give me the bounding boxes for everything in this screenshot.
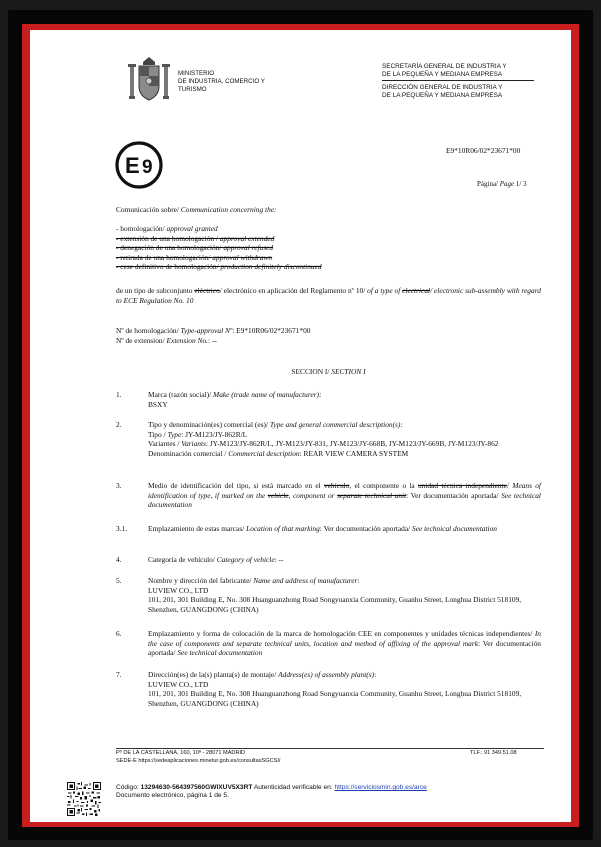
code-label: Código: — [116, 784, 141, 791]
ministry-line: MINISTERIO — [178, 70, 215, 77]
variants-label-en: Variants — [181, 439, 206, 449]
plant-address: 101, 201, 301 Building E, No. 308 Huanguanzhong Road Songyuanxia Community, Guanhu Street, Longhua District 518109, Shenzhen, GUANGDONG (CHINA) — [148, 689, 522, 708]
text: : Ver documentación aportada/ — [148, 638, 541, 658]
struck-text: unidad técnica independiente — [417, 481, 507, 490]
item-assembly-plant — [148, 670, 541, 708]
emblem-letter: E — [125, 153, 140, 178]
subassembly-en: / electronic sub-assembly with regard to ECE Regulation No. 10 — [116, 286, 541, 305]
value: : E9*10R06/02*23671*00 — [232, 326, 311, 335]
description-label-es: Denominación comercial / — [148, 448, 229, 458]
text: : Ver documentación aportada/ — [406, 490, 502, 500]
struck-text-en: separate technical unit — [337, 490, 407, 500]
item-number: 3.1. — [116, 524, 128, 533]
item-type — [148, 420, 541, 458]
struck-text: vehículo — [323, 481, 350, 490]
text: : Ver documentación aportada/ — [319, 524, 413, 533]
verify-text: Autenticidad verificable en: — [252, 784, 335, 791]
text-en: Address(es) of assembly plant(s) — [278, 670, 375, 679]
variants-value: : JY-M123/JY-862R/L, JY-M123/JY-831, JY-M123/JY-668B, JY-M123/JY-669B, JY-M123/JY-862 — [205, 439, 499, 449]
label-es: Nº de extension/ — [116, 335, 167, 345]
variants-label-es: Variantes / — [148, 439, 182, 449]
text: / — [506, 481, 513, 490]
text-en: See technical documentation — [412, 524, 497, 533]
page-number: 1/ 3 — [514, 180, 527, 188]
section-title-es: SECCION I/ — [291, 367, 332, 376]
item-label-en: Type and general commercial description(s): — [269, 420, 403, 429]
text: Emplazamiento y forma de colocación de la marca de homologación CEE en componentes y unidades técnicas independientes/ — [148, 629, 535, 638]
label-es: Nº de homologación/ — [116, 326, 181, 335]
text-en: Category of vehicle — [216, 555, 275, 564]
option-es: - homologación/ — [116, 224, 167, 233]
footer-phone: TLF.: 91 349.51.08 — [470, 750, 517, 756]
text-en: , component or — [288, 490, 338, 500]
communication-intro — [116, 205, 277, 215]
footer-sede: SEDE-E https://sedeaplicaciones.minetur.gob.es/consultasSGCSI/ — [116, 758, 281, 764]
document-page-info: Documento electrónico, página 1 de 5. — [116, 792, 229, 800]
item-label-es: Tipo y denominación(es) comercial (es)/ — [148, 420, 270, 429]
value: : -- — [274, 555, 284, 564]
text-en: See technical documentation — [148, 490, 541, 510]
item-value: BSXY — [148, 399, 168, 409]
option-es: - cese definitivo de homologación/ — [116, 262, 221, 272]
secretaria-block — [382, 63, 562, 99]
item-number: 7. — [116, 670, 122, 679]
text-en: In the case of components and separate technical units, location and method of affixing of the approval mark — [148, 629, 541, 648]
ministry-line: TURISMO — [178, 86, 207, 93]
item-marking-location — [148, 524, 541, 534]
page-indicator — [477, 180, 527, 188]
value: : -- — [208, 335, 217, 345]
item-number: 5. — [116, 576, 122, 585]
page-label: Página/ — [477, 180, 500, 188]
label-en: Extension No. — [166, 335, 208, 345]
approval-numbers — [116, 326, 310, 345]
verification-link[interactable]: https://serviciosmin.gob.es/arce — [334, 784, 427, 791]
option-es: - extensión de una homologación / — [116, 233, 220, 243]
subassembly-text: / electrónico en aplicación del Reglamento nº 10/ — [219, 286, 368, 295]
section-title-en: SECTION I — [331, 367, 366, 376]
text: , el componente o la — [349, 481, 418, 490]
subassembly-en: of a type of — [367, 286, 403, 295]
item-number: 1. — [116, 390, 122, 399]
communication-options — [116, 224, 322, 272]
option-es: - retirada de una homologación/ — [116, 252, 213, 262]
item-identification — [148, 481, 541, 510]
secretaria-line: SECRETARÍA GENERAL DE INDUSTRIA Y — [382, 63, 507, 70]
section-title — [116, 367, 541, 377]
text-en: See technical documentation — [177, 648, 263, 658]
option-approval-refused — [116, 243, 322, 253]
item-make — [148, 390, 541, 409]
item-label-en: Make (trade name of manufacturer): — [213, 390, 322, 399]
text: Nombre y dirección del fabricante/ — [148, 576, 254, 585]
item-number: 3. — [116, 481, 122, 490]
text: Emplazamiento de estas marcas/ — [148, 524, 247, 533]
ministry-line: DE INDUSTRIA, COMERCIO Y — [178, 78, 265, 85]
type-label-en: Type — [167, 429, 182, 439]
verification-block — [116, 784, 427, 801]
e9-approval-mark-icon — [114, 140, 164, 190]
footer-divider — [116, 748, 544, 749]
direccion-line: DIRECCIÓN GENERAL DE INDUSTRIA Y — [382, 84, 503, 92]
secretaria-line: DE LA PEQUEÑA Y MEDIANA EMPRESA — [382, 70, 503, 78]
item-number: 6. — [116, 629, 122, 638]
direccion-line: DE LA PEQUEÑA Y MEDIANA EMPRESA — [382, 91, 503, 99]
type-label-es: Tipo / — [148, 429, 168, 439]
intro-es: Comunicación sobre/ — [116, 205, 181, 214]
ministry-name — [178, 70, 265, 94]
text-en: Location of that marking — [246, 524, 320, 533]
subassembly-strike-en: electrical — [402, 286, 431, 295]
option-production-discontinued — [116, 262, 322, 272]
item-vehicle-category — [148, 555, 541, 565]
footer-address: Pº DE LA CASTELLANA, 160, 10ª - 28071 MADRID — [116, 750, 246, 756]
item-number: 4. — [116, 555, 122, 564]
approval-number: E9*10R06/02*23671*00 — [446, 146, 521, 155]
header-divider — [382, 80, 534, 81]
text: Medio de identificación del tipo, si está marcado en el — [148, 481, 324, 490]
option-en: approval granted — [166, 224, 218, 233]
plant-name: LUVIEW CO., LTD — [148, 679, 209, 689]
colon: : — [357, 576, 360, 585]
label-en: Type-approval Nº — [180, 326, 233, 335]
qr-code-icon — [67, 782, 101, 816]
spain-coat-of-arms-icon — [127, 56, 171, 104]
type-value: : JY-M123/JY-862R/L — [181, 429, 248, 439]
option-es: - denegación de una homologación/ — [116, 243, 224, 253]
item-approval-mark-location — [148, 629, 541, 658]
colon: : — [374, 670, 377, 679]
item-number: 2. — [116, 420, 122, 429]
option-approval-extended — [116, 234, 322, 244]
option-approval-withdrawn — [116, 253, 322, 263]
emblem-number: 9 — [142, 157, 153, 178]
manufacturer-name: LUVIEW CO., LTD — [148, 585, 209, 595]
description-value: : REAR VIEW CAMERA SYSTEM — [299, 448, 409, 458]
text: Categoría de vehículo/ — [148, 555, 217, 564]
option-en: approval withdrawn — [212, 252, 273, 262]
text-en: Means of identification of type, if marked on the — [148, 481, 541, 500]
text-en: Name and address of manufacturer — [253, 576, 358, 585]
option-en: production definitely discontinued — [220, 262, 322, 272]
subassembly-text: de un tipo de subconjunto — [116, 286, 195, 295]
item-label-es: Marca (razón social)/ — [148, 390, 214, 399]
document-page — [30, 30, 571, 822]
option-en: approval refused — [223, 243, 274, 253]
extension-number — [116, 336, 310, 346]
text: Dirección(es) de la(s) planta(s) de montaje/ — [148, 670, 279, 679]
item-manufacturer — [148, 576, 541, 614]
struck-text-en: vehicle — [267, 490, 289, 500]
intro-en: Communication concerning the: — [180, 205, 277, 214]
description-label-en: Commercial description — [228, 448, 300, 458]
option-en: approval extended — [219, 233, 275, 243]
subassembly-statement — [116, 286, 541, 305]
page-label-en: Page — [499, 180, 515, 188]
type-approval-number — [116, 326, 310, 336]
subassembly-strike: eléctrico — [194, 286, 220, 295]
option-approval-granted — [116, 224, 322, 234]
verification-code: 13294630-564397560GWIXUV5X3RT — [140, 784, 253, 791]
manufacturer-address: 101, 201, 301 Building E, No. 308 Huanguanzhong Road Songyuanxia Community, Guanhu Street, Longhua District 518109, Shenzhen, GUANGDONG (CHINA) — [148, 595, 522, 614]
